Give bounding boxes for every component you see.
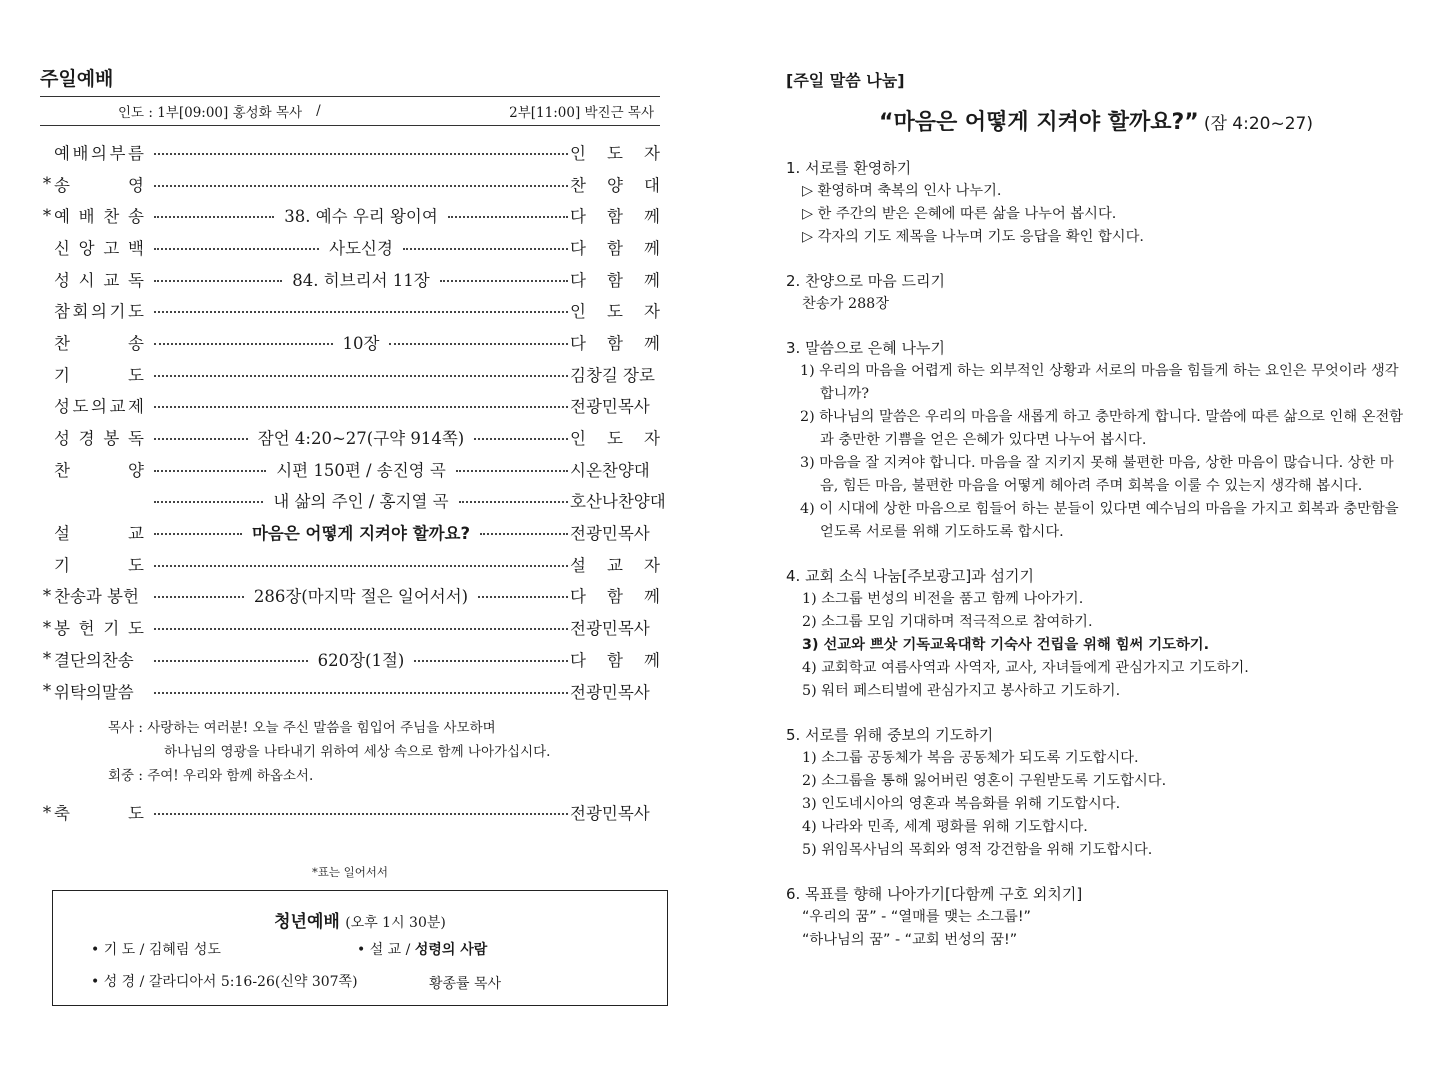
label-char: 기 <box>109 302 126 322</box>
dots-left <box>154 185 568 187</box>
order-item-leader <box>570 615 660 639</box>
label-char: 도 <box>128 804 144 824</box>
order-item-leader <box>570 552 660 576</box>
leader-char: 전광민목사 <box>570 619 650 639</box>
order-item-content: 286장(마지막 절은 일어서서) <box>253 587 469 607</box>
section-item: 4) 나라와 민족, 세계 평화를 위해 기도합시다. <box>802 819 1088 835</box>
section-item: ▷ 환영하며 축복의 인사 나누기. <box>802 183 1002 199</box>
youth-prayer: • 기 도 / 김혜림 성도 <box>91 942 221 958</box>
label-char: 찬송과 봉헌 <box>54 587 139 607</box>
order-of-service <box>40 136 666 706</box>
standing-mark: * <box>42 802 52 822</box>
section-item: 1) 우리의 마음을 어렵게 하는 외부적인 상황과 서로의 마음을 힘들게 하는 요인은 무엇이라 생각합니까? <box>800 363 1399 402</box>
worship-order-page <box>40 62 666 880</box>
order-item-leader <box>570 488 666 512</box>
label-char: 교 <box>103 270 120 290</box>
order-item-content: 잠언 4:20~27(구약 914쪽) <box>257 429 465 449</box>
order-item-label <box>54 679 144 703</box>
dots-left <box>154 596 244 598</box>
order-item-leader <box>570 267 660 291</box>
label-char: 송 <box>54 175 70 195</box>
order-item-label <box>54 362 144 386</box>
leader-separator: / <box>316 103 321 119</box>
dot-leader <box>154 425 568 449</box>
dots-left <box>154 628 568 630</box>
label-char: 참 <box>54 302 70 322</box>
section-item: “하나님의 꿈” - “교회 번성의 꿈!” <box>802 932 1018 948</box>
leader-char: 께 <box>644 650 660 670</box>
section-title: 6. 목표를 향해 나아가기[다함께 구호 외치기] <box>786 885 1083 903</box>
order-item-content: 620장(1절) <box>317 650 405 670</box>
order-item-content: 마음은 어떻게 지켜야 할까요? <box>251 524 471 544</box>
youth-sermon <box>357 939 487 959</box>
label-char: 백 <box>128 238 144 258</box>
section-item: ▷ 각자의 기도 제목을 나누며 기도 응답을 확인 합시다. <box>802 229 1144 245</box>
section-title: 2. 찬양으로 마음 드리기 <box>786 272 946 290</box>
leader-char: 다 <box>570 333 586 353</box>
sharing-tag: [주일 말씀 나눔] <box>786 71 905 90</box>
label-char: 위탁의말씀 <box>54 682 134 702</box>
order-item-label <box>54 800 144 824</box>
order-row <box>40 294 660 326</box>
dots-left <box>154 438 248 440</box>
sharing-section <box>786 156 1406 249</box>
order-row <box>40 231 660 263</box>
order-item-label <box>54 267 144 291</box>
dot-leader <box>154 181 568 187</box>
order-item-leader <box>570 583 660 607</box>
leader-char: 교 <box>607 555 623 575</box>
order-item-label <box>54 615 144 639</box>
order-row <box>40 136 660 168</box>
dots-left <box>154 470 266 472</box>
dots-right <box>403 248 568 250</box>
leader-char: 도 <box>607 302 623 322</box>
section-title: 5. 서로를 위해 중보의 기도하기 <box>786 726 994 744</box>
order-item-leader <box>570 679 660 703</box>
leader-char: 대 <box>644 175 660 195</box>
pastor-message-line-1: 목사 : 사랑하는 여러분! 오늘 주신 말씀을 힘입어 주님을 사모하며 <box>108 720 496 737</box>
sharing-sections <box>786 156 1406 952</box>
dots-left <box>154 375 568 377</box>
dots-right <box>456 470 568 472</box>
sermon-sharing-page <box>786 68 1406 952</box>
pastor-message-line-2: 하나님의 영광을 나타내기 위하여 세상 속으로 함께 나아가십시다. <box>164 744 551 761</box>
label-char: 의 <box>91 397 107 417</box>
section-item: 3) 마음을 잘 지켜야 합니다. 마음을 잘 지키지 못해 불편한 마음, 상한 마음이 많습니다. 상한 마음, 힘든 마음, 불편한 마음을 어떻게 헤아려 주며 회복을 이룰 수 있는지 생각해 봅시다. <box>800 455 1394 494</box>
leader-char: 다 <box>570 207 586 227</box>
order-row <box>40 421 660 453</box>
label-char: 회 <box>72 302 89 322</box>
leader-char: 께 <box>644 207 660 227</box>
order-item-label <box>54 172 144 196</box>
label-char: 송 <box>128 333 144 353</box>
label-char: 예 <box>54 143 70 163</box>
order-item-label <box>54 203 144 227</box>
order-row <box>40 263 660 295</box>
worship-title: 주일예배 <box>40 68 114 90</box>
label-char: 성 <box>54 429 70 449</box>
label-char: 배 <box>78 207 95 227</box>
order-item-label <box>54 583 144 607</box>
dot-leader <box>154 457 568 481</box>
leader-char: 자 <box>644 143 660 163</box>
order-item-label <box>54 520 144 544</box>
dot-leader <box>154 203 568 227</box>
order-item-content: 84. 히브리서 11장 <box>292 270 430 290</box>
leader-char: 께 <box>644 270 660 290</box>
leader-char: 양 <box>607 175 623 195</box>
leader-char: 인 <box>570 302 586 322</box>
label-char: 결단의찬송 <box>54 650 134 670</box>
order-row <box>40 168 660 200</box>
section-item: 1) 소그룹 공동체가 복음 공동체가 되도록 기도합시다. <box>802 750 1139 766</box>
order-item-leader <box>570 330 660 354</box>
label-char: 예 <box>54 207 70 227</box>
standing-mark: * <box>42 681 52 701</box>
label-char: 봉 <box>54 619 70 639</box>
leader-char: 김창길 장로 <box>570 365 655 385</box>
section-item: “우리의 꿈” - “열매를 맺는 소그룹!” <box>802 909 1031 925</box>
order-item-label <box>54 425 144 449</box>
label-char: 도 <box>128 302 144 322</box>
order-row <box>40 611 660 643</box>
standing-mark: * <box>42 205 52 225</box>
order-row <box>40 358 660 390</box>
sharing-section <box>786 269 1406 316</box>
leader-char: 함 <box>607 270 623 290</box>
order-row <box>40 199 660 231</box>
section-title: 4. 교회 소식 나눔[주보광고]과 섬기기 <box>786 567 1034 585</box>
dots-left <box>154 813 568 815</box>
order-row <box>40 390 660 422</box>
dots-right <box>448 216 568 218</box>
dots-left <box>154 280 282 282</box>
dots-left <box>154 216 274 218</box>
label-char: 축 <box>54 804 70 824</box>
standing-mark: * <box>42 174 52 194</box>
youth-worship-title: 청년예배 <box>274 912 340 932</box>
order-item-label <box>54 552 144 576</box>
label-char: 찬 <box>103 207 120 227</box>
label-char: 독 <box>128 270 144 290</box>
dots-left <box>154 248 319 250</box>
leader-char: 도 <box>607 429 623 449</box>
leader-char: 자 <box>644 302 660 322</box>
order-item-content: 내 삶의 주인 / 홍지열 곡 <box>273 492 449 512</box>
dot-leader <box>154 307 568 313</box>
leader-char: 설 <box>570 555 586 575</box>
order-item-leader <box>570 647 660 671</box>
order-item-leader <box>570 203 660 227</box>
label-char: 의 <box>91 143 107 163</box>
order-item-leader <box>570 800 660 824</box>
leader-char: 다 <box>570 650 586 670</box>
youth-sermon-prefix: • 설 교 / <box>357 942 415 958</box>
label-char: 신 <box>54 238 70 258</box>
section-item: 3) 선교와 쁘삿 기독교육대학 기숙사 건립을 위해 힘써 기도하기. <box>802 637 1209 653</box>
sharing-section <box>786 564 1406 703</box>
order-item-content: 10장 <box>342 333 380 353</box>
order-item-label <box>54 393 144 417</box>
label-char: 기 <box>54 365 70 385</box>
order-item-label <box>54 235 144 259</box>
leader-char: 인 <box>570 429 586 449</box>
label-char: 름 <box>128 143 144 163</box>
label-char: 독 <box>128 429 144 449</box>
order-row <box>40 548 660 580</box>
dot-leader <box>154 561 568 567</box>
youth-worship-time: (오후 1시 30분) <box>345 915 446 931</box>
section-item: 찬송가 288장 <box>802 296 890 312</box>
leader-char: 께 <box>644 333 660 353</box>
dots-right <box>474 438 568 440</box>
sermon-heading <box>786 105 1406 136</box>
label-char: 영 <box>128 175 144 195</box>
leader-char: 전광민목사 <box>570 804 650 824</box>
label-char: 교 <box>109 397 126 417</box>
leader-char: 께 <box>644 587 660 607</box>
label-char: 찬 <box>54 460 70 480</box>
dots-left <box>154 533 242 535</box>
label-char: 부 <box>109 143 126 163</box>
dot-leader <box>154 149 568 155</box>
label-char: 도 <box>72 397 89 417</box>
order-row <box>40 485 666 517</box>
dots-left <box>154 692 568 694</box>
order-item-label <box>54 457 144 481</box>
leader-char: 다 <box>570 238 586 258</box>
sharing-section <box>786 723 1406 862</box>
leader-char: 함 <box>607 238 623 258</box>
section-item: 2) 소그룹을 통해 잃어버린 영혼이 구원받도록 기도합시다. <box>802 773 1167 789</box>
dots-right <box>414 660 568 662</box>
leader-char: 인 <box>570 143 586 163</box>
label-char: 고 <box>103 238 120 258</box>
order-item-label <box>54 140 144 164</box>
section-item: 3) 인도네시아의 영혼과 복음화를 위해 기도합시다. <box>802 796 1121 812</box>
sermon-heading-reference: (잠 4:20~27) <box>1203 114 1313 134</box>
leader-char: 자 <box>644 429 660 449</box>
order-item-leader <box>570 298 660 322</box>
dot-leader <box>154 520 568 544</box>
dots-right <box>480 533 568 535</box>
section-item: 5) 위임목사님의 목회와 영적 강건함을 위해 기도합시다. <box>802 842 1153 858</box>
dots-left <box>154 660 308 662</box>
leader-char: 께 <box>644 238 660 258</box>
dot-leader <box>154 583 568 607</box>
dot-leader <box>154 647 568 671</box>
label-char: 앙 <box>78 238 95 258</box>
order-item-label <box>54 647 144 671</box>
label-char: 제 <box>128 397 144 417</box>
section-title: 3. 말씀으로 은혜 나누기 <box>786 339 946 357</box>
dots-left <box>154 343 333 345</box>
label-char: 도 <box>128 365 144 385</box>
label-char: 봉 <box>103 429 120 449</box>
dot-leader <box>154 235 568 259</box>
label-char: 설 <box>54 524 70 544</box>
order-item-content: 38. 예수 우리 왕이여 <box>284 207 438 227</box>
sending-message <box>108 716 660 788</box>
leader-char: 전광민목사 <box>570 524 650 544</box>
leader-char: 호산나찬양대 <box>570 492 666 512</box>
dot-leader <box>154 330 568 354</box>
order-row <box>40 516 660 548</box>
label-char: 성 <box>54 270 70 290</box>
label-char: 헌 <box>78 619 95 639</box>
order-item-leader <box>570 362 660 386</box>
leader-char: 찬 <box>570 175 586 195</box>
standing-mark: * <box>42 649 52 669</box>
order-item-label <box>54 330 144 354</box>
order-row <box>40 643 660 675</box>
order-item-leader <box>570 393 660 417</box>
leader-first-service: 인도 : 1부[09:00] 홍성화 목사 <box>118 105 303 121</box>
leader-char: 다 <box>570 270 586 290</box>
label-char: 양 <box>128 460 144 480</box>
order-item-leader <box>570 172 660 196</box>
order-row <box>40 580 660 612</box>
leader-char: 함 <box>607 207 623 227</box>
sharing-section <box>786 336 1406 544</box>
label-char: 기 <box>54 555 70 575</box>
section-item: 2) 소그룹 모임 기대하며 적극적으로 참여하기. <box>802 614 1093 630</box>
leader-second-service: 2부[11:00] 박진근 목사 <box>509 105 654 121</box>
leader-char: 도 <box>607 143 623 163</box>
standing-mark: * <box>42 617 52 637</box>
section-item: 4) 이 시대에 상한 마음으로 힘들어 하는 분들이 있다면 예수님의 마음을 가지고 회복과 충만함을 얻도록 서로를 위해 기도하도록 합시다. <box>800 501 1399 540</box>
order-item-leader <box>570 235 660 259</box>
label-char: 의 <box>91 302 107 322</box>
order-item-leader <box>570 520 660 544</box>
label-char: 도 <box>128 619 144 639</box>
section-item: 4) 교회학교 여름사역과 사역자, 교사, 자녀들에게 관심가지고 기도하기. <box>802 660 1249 676</box>
label-char: 찬 <box>54 333 70 353</box>
order-row <box>40 326 660 358</box>
dots-left <box>154 565 568 567</box>
order-item-leader <box>570 425 660 449</box>
dot-leader <box>154 267 568 291</box>
order-item-leader <box>570 457 660 481</box>
standing-mark: * <box>42 585 52 605</box>
leader-char: 다 <box>570 587 586 607</box>
label-char: 송 <box>128 207 144 227</box>
youth-preacher: 황종률 목사 <box>429 976 502 992</box>
dots-left <box>154 406 568 408</box>
dots-left <box>154 153 568 155</box>
leader-char: 시온찬양대 <box>570 460 650 480</box>
order-row <box>40 796 660 828</box>
benediction-row <box>40 796 660 828</box>
section-item: 1) 소그룹 번성의 비전을 품고 함께 나아가기. <box>802 591 1084 607</box>
leader-line <box>40 96 660 126</box>
youth-sermon-title: 성령의 사람 <box>414 942 488 958</box>
order-item-content: 시편 150편 / 송진영 곡 <box>276 460 446 480</box>
dots-right <box>478 596 568 598</box>
dot-leader <box>154 402 568 408</box>
leader-char: 함 <box>607 333 623 353</box>
dot-leader <box>154 624 568 630</box>
leader-char: 전광민목사 <box>570 397 650 417</box>
section-item: 5) 워터 페스티벌에 관심가지고 봉사하고 기도하기. <box>802 683 1121 699</box>
label-char: 경 <box>78 429 95 449</box>
dots-left <box>154 501 263 503</box>
section-title: 1. 서로를 환영하기 <box>786 159 912 177</box>
label-char: 교 <box>128 524 144 544</box>
youth-scripture: • 성 경 / 갈라디아서 5:16-26(신약 307쪽) <box>91 974 358 990</box>
section-item: 2) 하나님의 말씀은 우리의 마음을 새롭게 하고 충만하게 합니다. 말씀에 따른 삶으로 인해 온전함과 충만한 기쁨을 얻은 은혜가 있다면 나누어 봅시다. <box>800 409 1404 448</box>
dots-right <box>389 343 568 345</box>
label-char: 성 <box>54 397 70 417</box>
standing-note: *표는 일어서서 <box>311 865 389 880</box>
dot-leader <box>154 688 568 694</box>
order-item-label <box>54 298 144 322</box>
order-row <box>40 675 660 707</box>
sharing-section <box>786 882 1406 952</box>
section-item: ▷ 한 주간의 받은 은혜에 따른 삶을 나누어 봅시다. <box>802 206 1117 222</box>
label-char: 기 <box>103 619 120 639</box>
congregation-response: 회중 : 주여! 우리와 함께 하옵소서. <box>108 768 314 785</box>
dots-left <box>154 311 568 313</box>
label-char: 시 <box>78 270 95 290</box>
order-row <box>40 453 660 485</box>
dots-right <box>459 501 568 503</box>
youth-worship-box <box>52 890 668 1006</box>
label-char: 도 <box>128 555 144 575</box>
dot-leader <box>154 809 568 815</box>
dot-leader <box>154 371 568 377</box>
dot-leader <box>154 488 568 512</box>
leader-char: 함 <box>607 650 623 670</box>
order-item-leader <box>570 140 660 164</box>
dots-right <box>440 280 568 282</box>
youth-worship-heading <box>53 907 667 932</box>
leader-char: 함 <box>607 587 623 607</box>
sermon-heading-title: “마음은 어떻게 지켜야 할까요?” <box>879 110 1199 135</box>
leader-char: 자 <box>644 555 660 575</box>
label-char: 배 <box>72 143 89 163</box>
order-item-content: 사도신경 <box>329 238 393 258</box>
leader-char: 전광민목사 <box>570 682 650 702</box>
